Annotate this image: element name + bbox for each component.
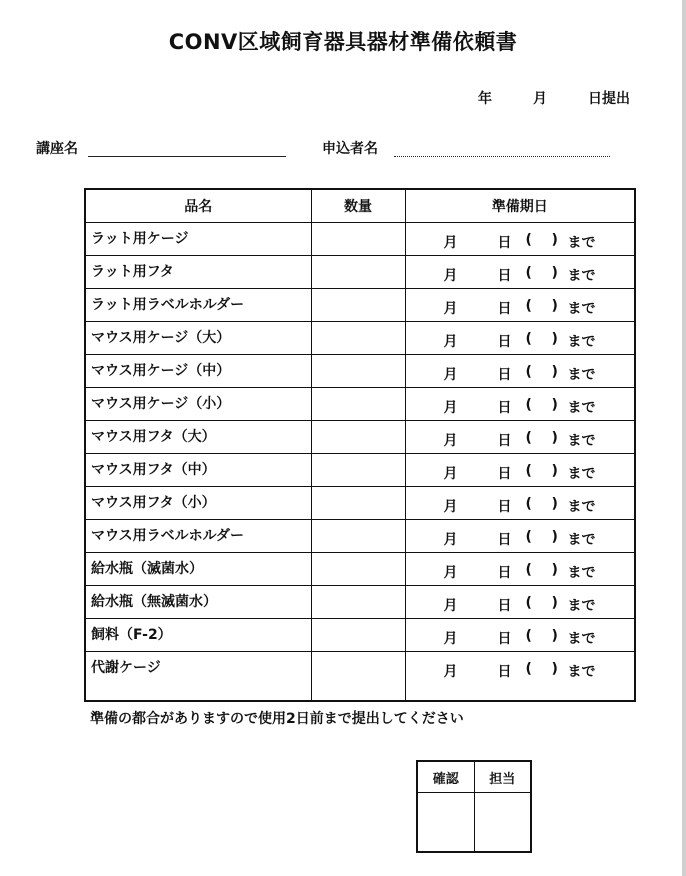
prep-date-cell[interactable] bbox=[405, 355, 635, 388]
item-name: 給水瓶（無滅菌水） bbox=[91, 594, 217, 610]
date-day-label: 日 bbox=[497, 598, 512, 614]
date-paren-close: ) bbox=[551, 529, 558, 545]
date-paren-open: ( bbox=[525, 265, 532, 281]
prep-date-cell[interactable] bbox=[405, 223, 635, 256]
date-month-label: 月 bbox=[443, 334, 458, 350]
header-item: 品名 bbox=[85, 189, 311, 223]
prep-date-cell[interactable] bbox=[405, 652, 635, 702]
date-paren-close: ) bbox=[551, 298, 558, 314]
date-paren-close: ) bbox=[551, 661, 558, 677]
day-submit-label: 日提出 bbox=[588, 91, 630, 107]
date-month-label: 月 bbox=[443, 301, 458, 317]
date-month-label: 月 bbox=[443, 565, 458, 581]
quantity-cell[interactable] bbox=[311, 619, 405, 652]
table-row bbox=[85, 652, 635, 702]
applicant-name-field[interactable] bbox=[394, 156, 610, 157]
date-paren-close: ) bbox=[551, 496, 558, 512]
date-paren-open: ( bbox=[525, 397, 532, 413]
prep-date-cell[interactable] bbox=[405, 256, 635, 289]
course-name-field[interactable] bbox=[88, 156, 286, 157]
date-month-label: 月 bbox=[443, 466, 458, 482]
date-paren-open: ( bbox=[525, 364, 532, 380]
confirm-staff-cell[interactable] bbox=[474, 793, 531, 853]
item-cell bbox=[85, 652, 311, 702]
table-row bbox=[85, 289, 635, 322]
date-month-label: 月 bbox=[443, 631, 458, 647]
header-prep-date: 準備期日 bbox=[405, 189, 635, 223]
date-until-label: まで bbox=[567, 532, 596, 548]
item-cell bbox=[85, 619, 311, 652]
table-row bbox=[85, 553, 635, 586]
confirm-box bbox=[416, 760, 532, 853]
date-paren-close: ) bbox=[551, 463, 558, 479]
date-paren-open: ( bbox=[525, 232, 532, 248]
item-cell bbox=[85, 487, 311, 520]
date-paren-open: ( bbox=[525, 661, 532, 677]
prep-date-cell[interactable] bbox=[405, 289, 635, 322]
date-month-label: 月 bbox=[443, 532, 458, 548]
item-name: 給水瓶（滅菌水） bbox=[91, 561, 203, 577]
item-name: マウス用ラベルホルダー bbox=[91, 528, 245, 544]
quantity-cell[interactable] bbox=[311, 586, 405, 619]
item-cell bbox=[85, 586, 311, 619]
date-month-label: 月 bbox=[443, 400, 458, 416]
item-cell bbox=[85, 289, 311, 322]
date-paren-open: ( bbox=[525, 496, 532, 512]
table-row bbox=[85, 520, 635, 553]
prep-date-cell[interactable] bbox=[405, 322, 635, 355]
date-month-label: 月 bbox=[443, 268, 458, 284]
item-cell bbox=[85, 355, 311, 388]
date-paren-close: ) bbox=[551, 364, 558, 380]
date-paren-close: ) bbox=[551, 628, 558, 644]
date-paren-close: ) bbox=[551, 562, 558, 578]
date-until-label: まで bbox=[567, 400, 596, 416]
date-day-label: 日 bbox=[497, 466, 512, 482]
date-until-label: まで bbox=[567, 301, 596, 317]
date-paren-open: ( bbox=[525, 463, 532, 479]
confirm-header-check: 確認 bbox=[417, 761, 474, 793]
date-until-label: まで bbox=[567, 235, 596, 251]
date-paren-open: ( bbox=[525, 298, 532, 314]
quantity-cell[interactable] bbox=[311, 652, 405, 702]
quantity-cell[interactable] bbox=[311, 454, 405, 487]
item-name: ラット用ラベルホルダー bbox=[91, 297, 245, 313]
prep-date-cell[interactable] bbox=[405, 487, 635, 520]
date-paren-open: ( bbox=[525, 529, 532, 545]
date-paren-open: ( bbox=[525, 430, 532, 446]
quantity-cell[interactable] bbox=[311, 553, 405, 586]
table-row bbox=[85, 421, 635, 454]
item-cell bbox=[85, 322, 311, 355]
item-name: ラット用ケージ bbox=[91, 231, 189, 247]
date-day-label: 日 bbox=[497, 565, 512, 581]
quantity-cell[interactable] bbox=[311, 322, 405, 355]
date-paren-open: ( bbox=[525, 562, 532, 578]
date-paren-close: ) bbox=[551, 397, 558, 413]
date-until-label: まで bbox=[567, 433, 596, 449]
date-month-label: 月 bbox=[443, 664, 458, 680]
table-row bbox=[85, 619, 635, 652]
date-day-label: 日 bbox=[497, 532, 512, 548]
date-day-label: 日 bbox=[497, 334, 512, 350]
item-name: マウス用ケージ（中） bbox=[91, 363, 231, 379]
date-until-label: まで bbox=[567, 631, 596, 647]
item-name: 飼料（F-2） bbox=[91, 627, 172, 643]
date-month-label: 月 bbox=[443, 367, 458, 383]
quantity-cell[interactable] bbox=[311, 388, 405, 421]
prep-date-cell[interactable] bbox=[405, 421, 635, 454]
date-paren-close: ) bbox=[551, 595, 558, 611]
confirm-check-cell[interactable] bbox=[417, 793, 474, 853]
quantity-cell[interactable] bbox=[311, 355, 405, 388]
date-day-label: 日 bbox=[497, 235, 512, 251]
table-row bbox=[85, 454, 635, 487]
item-cell bbox=[85, 388, 311, 421]
item-cell bbox=[85, 553, 311, 586]
table-row bbox=[85, 223, 635, 256]
date-until-label: まで bbox=[567, 466, 596, 482]
request-table bbox=[84, 188, 636, 702]
date-until-label: まで bbox=[567, 334, 596, 350]
item-name: 代謝ケージ bbox=[91, 660, 161, 676]
prep-date-cell[interactable] bbox=[405, 586, 635, 619]
date-month-label: 月 bbox=[443, 235, 458, 251]
date-month-label: 月 bbox=[443, 433, 458, 449]
date-paren-close: ) bbox=[551, 331, 558, 347]
date-until-label: まで bbox=[567, 367, 596, 383]
course-name-label: 講座名 bbox=[36, 141, 78, 157]
date-day-label: 日 bbox=[497, 301, 512, 317]
date-day-label: 日 bbox=[497, 631, 512, 647]
quantity-cell[interactable] bbox=[311, 487, 405, 520]
date-until-label: まで bbox=[567, 664, 596, 680]
table-row bbox=[85, 355, 635, 388]
table-row bbox=[85, 322, 635, 355]
date-until-label: まで bbox=[567, 565, 596, 581]
month-label: 月 bbox=[533, 91, 547, 107]
applicant-name-label: 申込者名 bbox=[322, 141, 378, 157]
date-paren-close: ) bbox=[551, 430, 558, 446]
header-quantity: 数量 bbox=[311, 189, 405, 223]
quantity-cell[interactable] bbox=[311, 256, 405, 289]
date-until-label: まで bbox=[567, 598, 596, 614]
prep-date-cell[interactable] bbox=[405, 520, 635, 553]
quantity-cell[interactable] bbox=[311, 223, 405, 256]
item-cell bbox=[85, 421, 311, 454]
item-name: ラット用フタ bbox=[91, 264, 174, 280]
item-cell bbox=[85, 223, 311, 256]
date-until-label: まで bbox=[567, 268, 596, 284]
date-day-label: 日 bbox=[497, 664, 512, 680]
document-title: CONV区域飼育器具器材準備依頼書 bbox=[168, 30, 518, 54]
date-day-label: 日 bbox=[497, 367, 512, 383]
item-name: マウス用フタ（小） bbox=[91, 495, 216, 511]
item-name: マウス用フタ（中） bbox=[91, 462, 216, 478]
table-row bbox=[85, 487, 635, 520]
date-until-label: まで bbox=[567, 499, 596, 515]
date-paren-close: ) bbox=[551, 232, 558, 248]
prep-date-cell[interactable] bbox=[405, 454, 635, 487]
year-label: 年 bbox=[478, 91, 492, 107]
date-month-label: 月 bbox=[443, 598, 458, 614]
prep-date-cell[interactable] bbox=[405, 388, 635, 421]
date-day-label: 日 bbox=[497, 400, 512, 416]
item-cell bbox=[85, 256, 311, 289]
prep-date-cell[interactable] bbox=[405, 553, 635, 586]
date-paren-open: ( bbox=[525, 331, 532, 347]
date-day-label: 日 bbox=[497, 499, 512, 515]
submission-note: 準備の都合がありますので使用2日前まで提出してください bbox=[90, 711, 464, 727]
date-month-label: 月 bbox=[443, 499, 458, 515]
prep-date-cell[interactable] bbox=[405, 619, 635, 652]
date-paren-open: ( bbox=[525, 628, 532, 644]
quantity-cell[interactable] bbox=[311, 289, 405, 322]
item-name: マウス用ケージ（小） bbox=[91, 396, 231, 412]
table-body bbox=[85, 223, 635, 702]
table-row bbox=[85, 388, 635, 421]
item-name: マウス用フタ（大） bbox=[91, 429, 216, 445]
date-paren-close: ) bbox=[551, 265, 558, 281]
date-day-label: 日 bbox=[497, 268, 512, 284]
table-row bbox=[85, 256, 635, 289]
date-day-label: 日 bbox=[497, 433, 512, 449]
item-name: マウス用ケージ（大） bbox=[91, 330, 231, 346]
item-cell bbox=[85, 520, 311, 553]
item-cell bbox=[85, 454, 311, 487]
quantity-cell[interactable] bbox=[311, 520, 405, 553]
quantity-cell[interactable] bbox=[311, 421, 405, 454]
table-row bbox=[85, 586, 635, 619]
table-header-row bbox=[85, 189, 635, 223]
date-paren-open: ( bbox=[525, 595, 532, 611]
confirm-header-staff: 担当 bbox=[474, 761, 531, 793]
